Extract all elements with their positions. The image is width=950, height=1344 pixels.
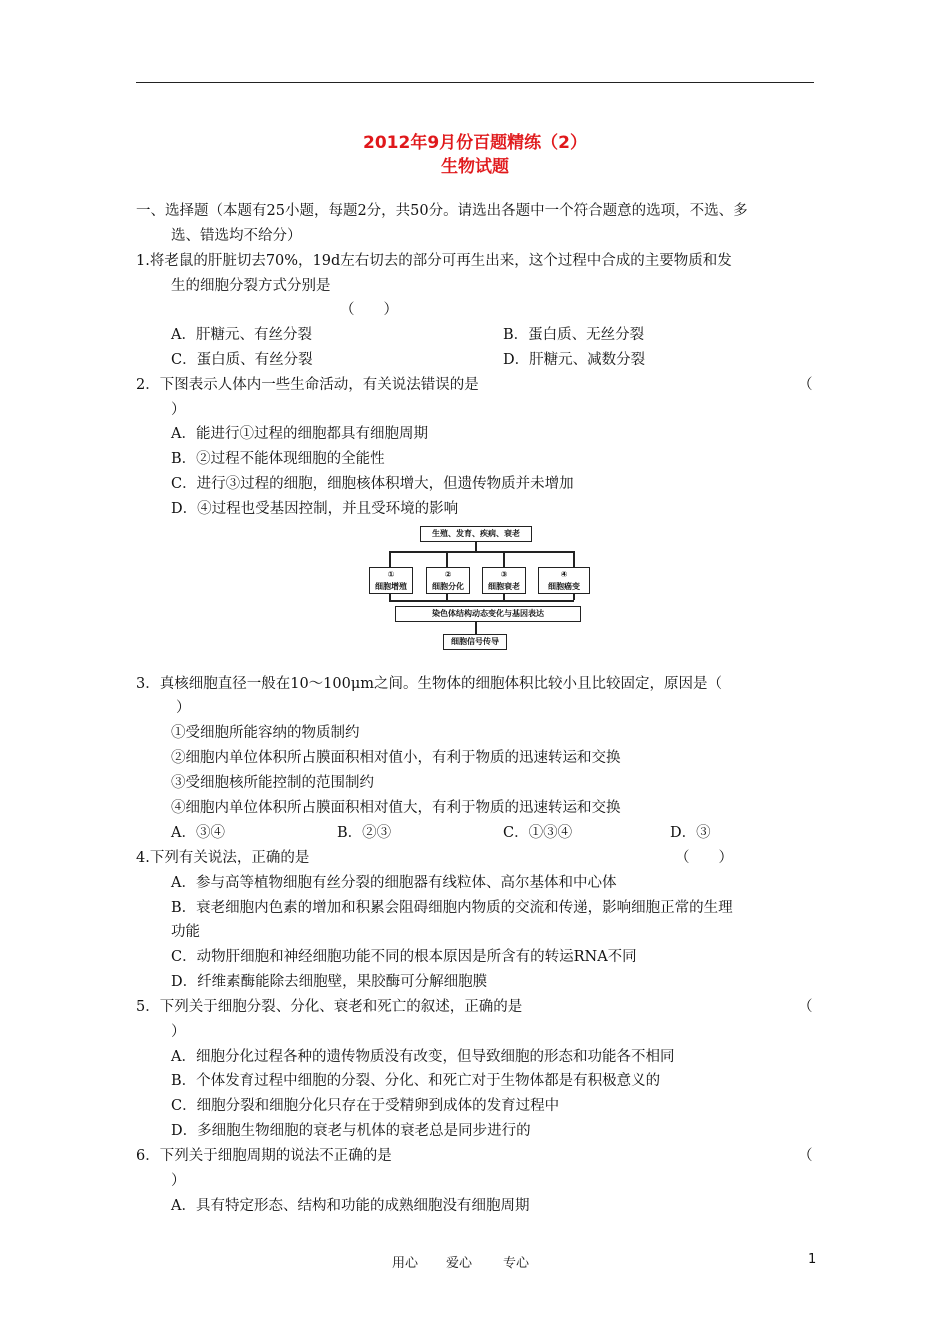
q3-option-b: B．②③ — [337, 825, 392, 841]
q2-option-d: D．④过程也受基因控制，并且受环境的影响 — [171, 501, 459, 517]
q6-option-a: A．具有特定形态、结构和功能的成熟细胞没有细胞周期 — [171, 1198, 530, 1214]
q5-option-a: A．细胞分化过程各种的遗传物质没有改变，但导致细胞的形态和功能各不相同 — [171, 1049, 675, 1065]
q1-answer-paren: （ ） — [340, 302, 398, 318]
q5-paren-open: （ — [798, 999, 813, 1015]
footer-motto-2: 爱心 — [446, 1256, 473, 1271]
q2-paren-close: ） — [171, 402, 186, 418]
q4-option-b-line2: 功能 — [171, 924, 200, 940]
q3-stem: 3．真核细胞直径一般在10～100μm之间。生物体的细胞体积比较小且比较固定，原因是（ — [136, 676, 723, 692]
page-title: 2012年9月份百题精练（2） — [363, 133, 587, 153]
diagram-connector — [475, 622, 477, 634]
q4-option-d: D．纤维素酶能除去细胞壁，果胶酶可分解细胞膜 — [171, 974, 488, 990]
q3-option-a: A．③④ — [171, 825, 225, 841]
q4-option-b-line1: B．衰老细胞内色素的增加和积累会阻碍细胞内物质的交流和传递，影响细胞正常的生理 — [171, 900, 733, 916]
q1-stem-line2: 生的细胞分裂方式分别是 — [171, 278, 331, 294]
q2-option-a: A．能进行①过程的细胞都具有细胞周期 — [171, 426, 428, 442]
q3-option-c: C．①③④ — [503, 825, 573, 841]
section-instructions-line2: 选、错选均不给分） — [171, 228, 302, 244]
q2-paren-open: （ — [798, 377, 813, 393]
q4-option-c: C．动物肝细胞和神经细胞功能不同的根本原因是所含有的转运RNA不同 — [171, 949, 637, 965]
q5-option-d: D．多细胞生物细胞的衰老与机体的衰老总是同步进行的 — [171, 1123, 531, 1139]
header-rule — [136, 82, 814, 83]
q1-option-a: A．肝糖元、有丝分裂 — [171, 327, 312, 343]
q1-option-b: B．蛋白质、无丝分裂 — [503, 327, 645, 343]
diagram-connector — [475, 542, 477, 551]
diagram-box-label: 细胞衰老 — [488, 582, 520, 591]
q3-statement-1: ①受细胞所能容纳的物质制约 — [171, 725, 360, 741]
diagram-connector — [389, 551, 391, 567]
diagram-box-label: 细胞分化 — [432, 582, 464, 591]
q2-stem: 2．下图表示人体内一些生命活动，有关说法错误的是 — [136, 377, 479, 393]
q2-option-c: C．进行③过程的细胞，细胞核体积增大，但遗传物质并未增加 — [171, 476, 574, 492]
diagram-box-number: ③ — [500, 570, 508, 579]
diagram-box-label: 细胞增殖 — [375, 582, 407, 591]
q3-option-d: D．③ — [670, 825, 711, 841]
q1-option-c: C．蛋白质、有丝分裂 — [171, 352, 313, 368]
q3-statement-2: ②细胞内单位体积所占膜面积相对值小，有利于物质的迅速转运和交换 — [171, 750, 621, 766]
q6-paren-close: ） — [171, 1173, 186, 1189]
q3-statement-4: ④细胞内单位体积所占膜面积相对值大，有利于物质的迅速转运和交换 — [171, 800, 621, 816]
q2-option-b: B．②过程不能体现细胞的全能性 — [171, 451, 385, 467]
diagram-top-box: 生殖、发育、疾病、衰老 — [420, 526, 532, 542]
q5-option-b: B．个体发育过程中细胞的分裂、分化、和死亡对于生物体都是有积极意义的 — [171, 1073, 661, 1089]
diagram-box-number: ① — [387, 570, 395, 579]
diagram-box-label: 细胞癌变 — [548, 582, 580, 591]
diagram-connector — [389, 600, 574, 602]
diagram-box-proliferation — [369, 567, 413, 594]
q5-stem: 5．下列关于细胞分裂、分化、衰老和死亡的叙述，正确的是 — [136, 999, 523, 1015]
q1-option-d: D．肝糖元、减数分裂 — [503, 352, 646, 368]
footer-motto-1: 用心 — [392, 1256, 419, 1271]
page-subtitle: 生物试题 — [441, 157, 509, 177]
section-instructions-line1: 一、选择题（本题有25小题，每题2分，共50分。请选出各题中一个符合题意的选项，不选、多 — [136, 203, 748, 219]
q5-option-c: C．细胞分裂和细胞分化只存在于受精卵到成体的发育过程中 — [171, 1098, 560, 1114]
diagram-connector — [573, 551, 575, 567]
diagram-connector — [446, 551, 448, 567]
diagram-bottom-box: 细胞信号传导 — [443, 634, 507, 650]
diagram-middle-box: 染色体结构动态变化与基因表达 — [395, 606, 581, 622]
q6-paren-open: （ — [798, 1148, 813, 1164]
diagram-box-canceration — [538, 567, 590, 594]
q3-paren-close: ） — [176, 700, 191, 716]
footer-motto-3: 专心 — [503, 1256, 530, 1271]
page-number: 1 — [808, 1252, 817, 1267]
diagram-box-number: ② — [444, 570, 452, 579]
q4-stem: 4.下列有关说法，正确的是 — [136, 850, 310, 866]
q3-statement-3: ③受细胞核所能控制的范围制约 — [171, 775, 374, 791]
q4-answer-paren: （ ） — [675, 850, 733, 866]
q6-stem: 6．下列关于细胞周期的说法不正确的是 — [136, 1148, 392, 1164]
diagram-box-number: ④ — [560, 570, 568, 579]
q4-option-a: A．参与高等植物细胞有丝分裂的细胞器有线粒体、高尔基体和中心体 — [171, 875, 617, 891]
q1-stem-line1: 1.将老鼠的肝脏切去70%，19d左右切去的部分可再生出来，这个过程中合成的主要物质和发 — [136, 253, 732, 269]
diagram-connector — [389, 551, 574, 553]
cell-activity-diagram — [365, 526, 605, 654]
diagram-box-differentiation — [426, 567, 470, 594]
diagram-connector — [503, 551, 505, 567]
q5-paren-close: ） — [171, 1024, 186, 1040]
diagram-box-senescence — [482, 567, 526, 594]
